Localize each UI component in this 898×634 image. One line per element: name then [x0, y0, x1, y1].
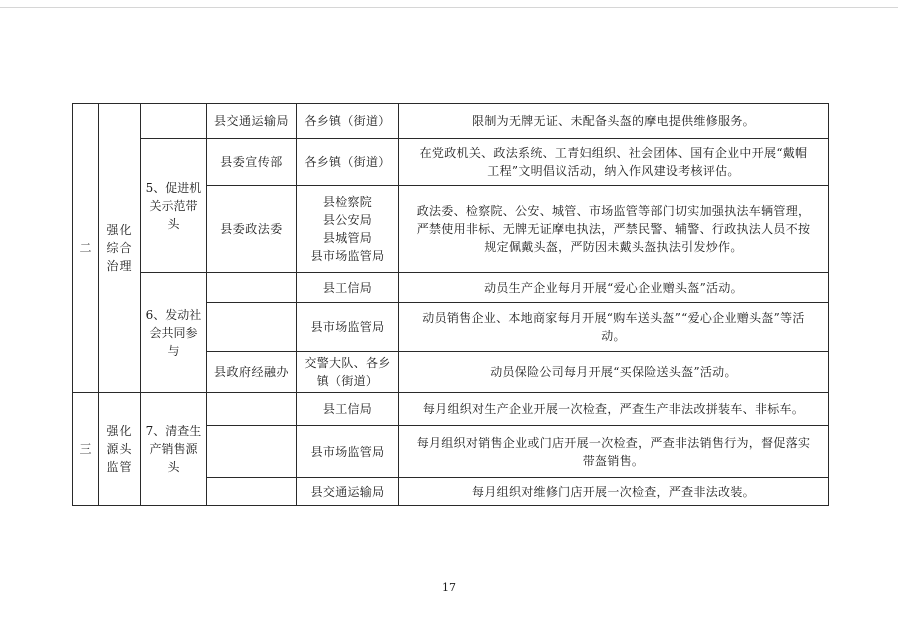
task-content-cell: 每月组织对维修门店开展一次检查，严查非法改装。: [399, 478, 829, 506]
task-content-cell: 动员销售企业、本地商家每月开展“购车送头盔”“爱心企业赠头盔”等活 动。: [399, 303, 829, 352]
task-title: 6、发动社 会共同参 与: [141, 273, 207, 393]
scan-edge-line: [0, 7, 898, 8]
task-content-cell: 在党政机关、政法系统、工青妇组织、社会团体、国有企业中开展“戴帽 工程”文明倡议活动，纳入作风建设考核评估。: [399, 139, 829, 186]
responsible-unit-cell: 交警大队、各乡 镇（街道）: [297, 352, 399, 393]
section-category: 强化 源头 监管: [99, 393, 141, 506]
task-content-cell: 动员生产企业每月开展“爱心企业赠头盔”活动。: [399, 273, 829, 303]
section-number: 三: [73, 393, 99, 506]
responsible-unit-cell: 县检察院 县公安局 县城管局 县市场监管局: [297, 186, 399, 273]
lead-unit-cell-empty: [207, 426, 297, 478]
responsible-unit-cell: 县交通运输局: [297, 478, 399, 506]
task-content-cell: 动员保险公司每月开展“买保险送头盔”活动。: [399, 352, 829, 393]
table-row: [73, 393, 829, 426]
lead-unit-cell-empty: [207, 478, 297, 506]
responsible-unit-cell: 各乡镇（街道）: [297, 139, 399, 186]
responsible-unit-cell: 县工信局: [297, 393, 399, 426]
lead-unit-cell-empty: [207, 273, 297, 303]
task-title: 5、促进机 关示范带 头: [141, 139, 207, 273]
lead-unit-cell: 县委政法委: [207, 186, 297, 273]
task-table: [72, 103, 829, 506]
responsible-unit-cell: 县市场监管局: [297, 303, 399, 352]
page-number: 17: [442, 581, 456, 594]
section-number: 二: [73, 104, 99, 393]
lead-unit-cell: 县交通运输局: [207, 104, 297, 139]
lead-unit-cell: 县委宣传部: [207, 139, 297, 186]
task-content-cell: 限制为无牌无证、未配备头盔的摩电提供维修服务。: [399, 104, 829, 139]
lead-unit-cell-empty: [207, 393, 297, 426]
responsible-unit-cell: 县工信局: [297, 273, 399, 303]
task-title: 7、清查生 产销售源 头: [141, 393, 207, 506]
table-row: [73, 104, 829, 139]
table-row: [73, 139, 829, 186]
task-content-cell: 政法委、检察院、公安、城管、市场监管等部门切实加强执法车辆管理， 严禁使用非标、无牌无证摩电执法，严禁民警、辅警、行政执法人员不按 规定佩戴头盔，严防因未戴头盔执法引发炒作。: [399, 186, 829, 273]
task-title-empty: [141, 104, 207, 139]
table-row: [73, 273, 829, 303]
task-content-cell: 每月组织对销售企业或门店开展一次检查，严查非法销售行为，督促落实 带盔销售。: [399, 426, 829, 478]
responsible-unit-cell: 各乡镇（街道）: [297, 104, 399, 139]
task-content-cell: 每月组织对生产企业开展一次检查，严查生产非法改拼装车、非标车。: [399, 393, 829, 426]
lead-unit-cell: 县政府经融办: [207, 352, 297, 393]
section-category: 强化 综合 治理: [99, 104, 141, 393]
lead-unit-cell-empty: [207, 303, 297, 352]
responsible-unit-cell: 县市场监管局: [297, 426, 399, 478]
